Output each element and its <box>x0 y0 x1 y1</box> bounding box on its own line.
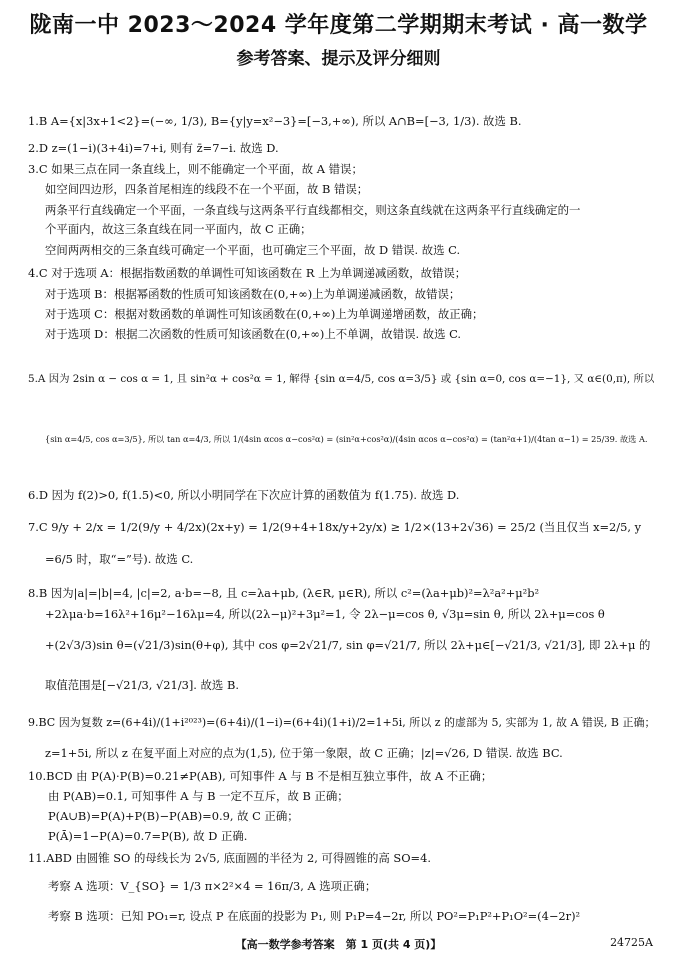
answer-10: 10.BCD 由 P(A)·P(B)=0.21≠P(AB), 可知事件 A 与 B 不是相互独立事件，故 A 不正确； <box>28 769 493 783</box>
answer-3-line: 两条平行直线确定一个平面，一条直线与这两条平行直线都相交，则这条直线就在这两条平行直线确定的一 <box>45 203 581 217</box>
answer-11: 11.ABD 由圆锥 SO 的母线长为 2√5, 底面圆的半径为 2, 可得圆锥的高 SO=4. <box>28 851 431 865</box>
answer-10-line: 由 P(AB)=0.1, 可知事件 A 与 B 一定不互斥，故 B 正确； <box>48 789 349 803</box>
answer-3-line: 个平面内，故这三条直线在同一平面内，故 C 正确； <box>45 222 312 236</box>
answer-9: 9.BC 因为复数 z=(6+4i)/(1+i²⁰²³)=(6+4i)/(1−i)=(6+4i)(1+i)/2=1+5i, 所以 z 的虚部为 5, 实部为 1, 故 A 错误, B 正确； <box>28 716 656 729</box>
answer-4-line: 对于选项 D：根据二次函数的性质可知该函数在(0,+∞)上不单调，故错误. 故选 C. <box>45 327 462 341</box>
footer-page-label: 【高一数学参考答案 第 1 页(共 4 页)】 <box>235 938 442 951</box>
answer-10-line: P(Ā)=1−P(A)=0.7=P(B), 故 D 正确. <box>48 829 248 843</box>
answer-3: 3.C 如果三点在同一条直线上，则不能确定一个平面，故 A 错误； <box>28 162 363 176</box>
answer-11-line: 考察 A 选项：V_{SO} = 1/3 π×2²×4 = 16π/3, A 选项正确； <box>48 879 377 893</box>
answer-10-line: P(A∪B)=P(A)+P(B)−P(AB)=0.9, 故 C 正确； <box>48 809 299 823</box>
answer-3-line: 如空间四边形，四条首尾相连的线段不在一个平面，故 B 错误； <box>45 182 369 196</box>
answer-8-line: +2λμa·b=16λ²+16μ²−16λμ=4, 所以(2λ−μ)²+3μ²=1, 令 2λ−μ=cos θ, √3μ=sin θ, 所以 2λ+μ=cos θ <box>45 607 605 621</box>
answer-8-line: +(2√3/3)sin θ=(√21/3)sin(θ+φ), 其中 cos φ=2√21/7, sin φ=√21/7, 所以 2λ+μ∈[−√21/3, √21/3], 即 2λ+μ 的 <box>45 638 651 652</box>
answer-1: 1.B A={x|3x+1<2}=(−∞, 1/3), B={y|y=x²−3}=[−3,+∞), 所以 A∩B=[−3, 1/3). 故选 B. <box>28 114 522 128</box>
footer-doc-code: 24725A <box>610 936 653 949</box>
answer-4-line: 对于选项 C：根据对数函数的单调性可知该函数在(0,+∞)上为单调递增函数，故正确； <box>45 307 484 321</box>
answer-8-line: 取值范围是[−√21/3, √21/3]. 故选 B. <box>45 678 239 692</box>
answer-5: 5.A 因为 2sin α − cos α = 1, 且 sin²α + cos²α = 1, 解得 {sin α=4/5, cos α=3/5} 或 {sin α=0, cos α=−1}, 又 α∈(0,π), 所以 <box>28 373 655 385</box>
page-subtitle: 参考答案、提示及评分细则 <box>236 49 441 69</box>
answer-4-line: 对于选项 B：根据幂函数的性质可知该函数在(0,+∞)上为单调递减函数，故错误； <box>45 287 461 301</box>
answer-2: 2.D z=(1−i)(3+4i)=7+i, 则有 z̄=7−i. 故选 D. <box>28 141 279 155</box>
answer-4: 4.C 对于选项 A：根据指数函数的单调性可知该函数在 R 上为单调递减函数，故错误； <box>28 266 467 280</box>
page-title: 陇南一中 2023～2024 学年度第二学期期末考试 · 高一数学 <box>29 13 648 38</box>
answer-5-line: {sin α=4/5, cos α=3/5}, 所以 tan α=4/3, 所以 1/(4sin αcos α−cos²α) = (sin²α+cos²α)/(4sin αcos α−cos²α) = (tan²α+1)/(4tan α−1) = 25/39. 故选 A. <box>45 434 648 444</box>
answer-9-line: z=1+5i, 所以 z 在复平面上对应的点为(1,5), 位于第一象限，故 C 正确；|z|=√26, D 错误. 故选 BC. <box>45 746 563 760</box>
answer-8: 8.B 因为|a|=|b|=4, |c|=2, a·b=−8, 且 c=λa+μb, (λ∈R, μ∈R), 所以 c²=(λa+μb)²=λ²a²+μ²b² <box>28 586 540 600</box>
answer-7: 7.C 9/y + 2/x = 1/2(9/y + 4/2x)(2x+y) = 1/2(9+4+18x/y+2y/x) ≥ 1/2×(13+2√36) = 25/2 (当且仅当 x=2/5, y <box>28 520 642 534</box>
answer-7-line: =6/5 时，取“=”号). 故选 C. <box>45 552 194 566</box>
answer-11-line: 考察 B 选项：已知 PO₁=r, 设点 P 在底面的投影为 P₁, 则 P₁P=4−2r, 所以 PO²=P₁P²+P₁O²=(4−2r)² <box>48 909 581 923</box>
answer-3-line: 空间两两相交的三条直线可确定一个平面，也可确定三个平面，故 D 错误. 故选 C. <box>45 243 461 257</box>
answer-6: 6.D 因为 f(2)>0, f(1.5)<0, 所以小明同学在下次应计算的函数值为 f(1.75). 故选 D. <box>28 488 460 502</box>
